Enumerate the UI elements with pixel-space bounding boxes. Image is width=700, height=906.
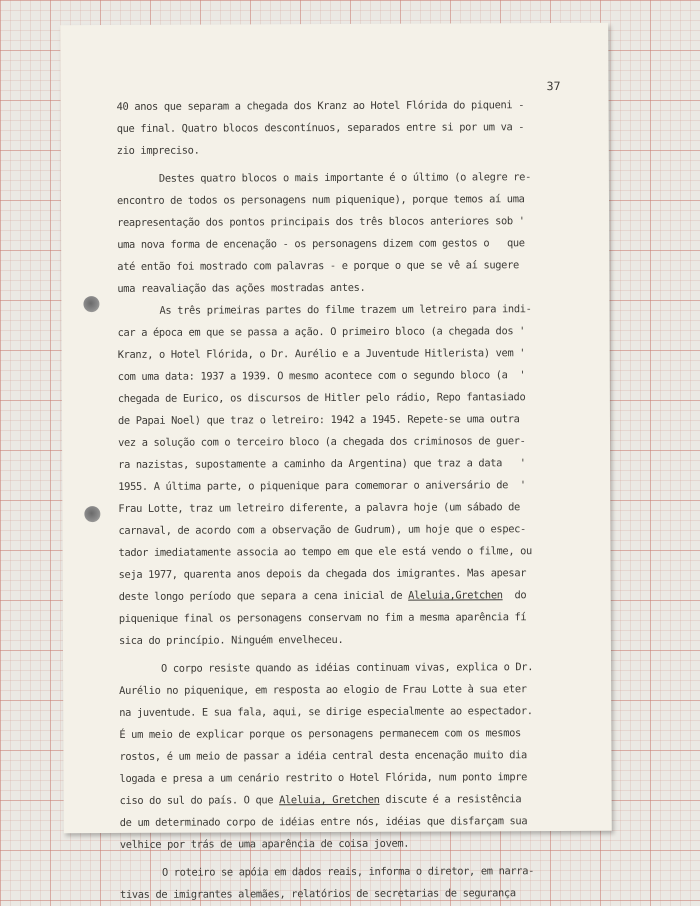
text-line: tador imediatamente associa ao tempo em que ele está vendo o filme, ou — [118, 545, 532, 559]
punch-hole-top — [83, 296, 99, 312]
text-line: chegada de Eurico, os discursos de Hitler pelo rádio, Repo fantasiado — [117, 391, 526, 405]
text-line: encontro de todos os personagens num piquenique), porque temos aí uma — [116, 193, 525, 207]
text-line: de Papai Noel) que traz o letreiro: 1942 a 1945. Repete-se uma outra — [117, 413, 520, 427]
paragraph-1 — [117, 94, 577, 162]
film-title-underlined: Aleluia, Gretchen — [279, 793, 380, 807]
text-line: ciso do sul do país. O que Aleluia, Gretchen discute é a resistência — [119, 793, 522, 807]
text-line: até então foi mostrado com palavras - e porque o que se vê aí sugere — [117, 259, 519, 273]
text-line: de um determinado corpo de idéias entre nós, idéias que disfarçam sua — [119, 815, 528, 829]
text-line: rostos, é um meio de passar a idéia central desta encenação muito dia — [119, 749, 527, 763]
text-line: que final. Quatro blocos descontínuos, separados entre si por um va - — [116, 121, 525, 135]
text-line: carnaval, de acordo com a observação de Gudrum), um hoje que o espec- — [118, 523, 526, 537]
page-number: 37 — [546, 79, 561, 94]
text-line: vez a solução com o terceiro bloco (a chegada dos criminosos de guer- — [118, 435, 526, 449]
text-line: tivas de imigrantes alemães, relatórios de secretarias de segurança — [120, 887, 516, 901]
paragraph-2 — [117, 166, 578, 300]
text-line: Frau Lotte, traz um letreiro diferente, a palavra hoje (um sábado de — [118, 501, 520, 515]
document-page — [60, 23, 612, 901]
text-line: uma reavaliação das ações mostradas antes. — [117, 281, 366, 295]
text-line: Destes quatro blocos o mais importante é o último (o alegre re- — [158, 171, 531, 185]
paragraph-4 — [119, 656, 580, 856]
text-line: 1955. A última parte, o piquenique para comemorar o aniversário de ' — [118, 479, 526, 493]
text-line: ra nazistas, supostamente a caminho da Argentina) que traz a data ' — [118, 457, 526, 471]
text-line: uma nova forma de encenação - os personagens dizem com gestos o que — [117, 237, 525, 251]
text-line: O corpo resiste quando as idéias continuam vivas, explica o Dr. — [161, 661, 534, 675]
text-line: logada e presa a um cenário restrito o Hotel Flórida, num ponto impre — [119, 771, 528, 785]
text-line: As três primeiras partes do filme trazem um letreiro para indi- — [159, 303, 532, 317]
paragraph-5 — [120, 860, 580, 906]
text-line: velhice por trás de uma aparência de coisa jovem. — [119, 837, 410, 851]
text-line: zio impreciso. — [116, 144, 200, 157]
text-line: reapresentação dos pontos principais dos três blocos anteriores sob ' — [117, 215, 525, 229]
text-line: com uma data: 1937 a 1939. O mesmo acontece com o segundo bloco (a ' — [117, 369, 526, 383]
text-line: Kranz, o Hotel Flórida, o Dr. Aurélio e a Juventude Hitlerista) vem ' — [117, 347, 526, 361]
text-line: O roteiro se apóia em dados reais, informa o diretor, em narra- — [161, 865, 535, 879]
text-line: É um meio de explicar porque os personagens permanecem com os mesmos — [119, 727, 521, 741]
text-line: seja 1977, quarenta anos depois da chegada dos imigrantes. Mas apesar — [118, 567, 527, 581]
body-text — [117, 94, 581, 906]
text-line: 40 anos que separam a chegada dos Kranz ao Hotel Flórida do piqueni - — [116, 99, 525, 113]
punch-hole-bottom — [84, 506, 100, 522]
paragraph-3 — [117, 298, 579, 652]
film-title-underlined: Aleluia,Gretchen — [408, 589, 503, 602]
text-line: deste longo período que separa a cena inicial de Aleluia,Gretchen do — [118, 589, 527, 603]
text-line: piquenique final os personagens conservam no fim a mesma aparência fí — [118, 611, 527, 625]
text-line: car a época em que se passa a ação. O primeiro bloco (a chegada dos ' — [117, 325, 526, 339]
text-line: na juventude. E sua fala, aqui, se dirige especialmente ao espectador. — [119, 705, 533, 719]
text-line: Aurélio no piquenique, em resposta ao elogio de Frau Lotte à sua eter — [119, 683, 527, 697]
text-line: sica do princípio. Ninguém envelheceu. — [118, 633, 344, 647]
